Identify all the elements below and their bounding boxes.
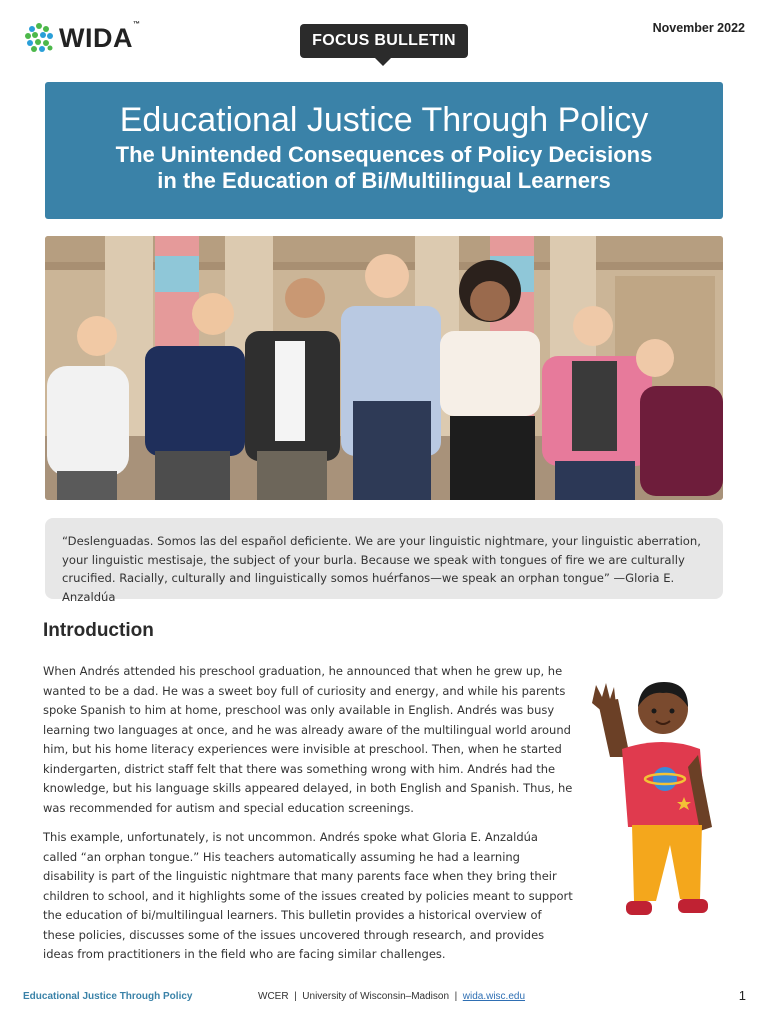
footer-separator: | [454,991,458,1002]
page-subtitle [45,142,723,194]
intro-paragraph-2: This example, unfortunately, is not uncommon. Andrés spoke what Gloria E. Anzaldúa called “an orphan tongue.” His teachers automatically assuming he had a learning disability is part of the linguistic nightmare that many parents face when they bring their children to school, and it highlights some of the issues created by policies meant to support the education of bi/multilingual learners. This bulletin provides a historical overview of these policies, discusses some of the issues uncovered through research, and provides ideas from practitioners in the field who are facing similar challenges. [43,830,573,961]
section-heading-introduction: Introduction [43,620,154,641]
logo-wordmark: WIDA™ [59,20,141,53]
footer-credits [258,991,525,1002]
footer-separator: | [294,991,297,1002]
wida-logo-icon [23,22,55,54]
epigraph-quote: “Deslenguadas. Somos las del español deficiente. We are your linguistic nightmare, your linguistic aberration, your linguistic mestisaje, the subject of your burla. Because we speak with tongues of fire we are culturally crucified. Racially, culturally and linguistically somos huérfanos—we speak an orphan tongue” —Gloria E. Anzaldúa [45,518,723,599]
footer-website-link[interactable]: wida.wisc.edu [462,991,526,1002]
page-title: Educational Justice Through Policy [119,101,649,139]
page-number: 1 [738,988,746,1003]
focus-bulletin-tag: FOCUS BULLETIN [300,24,468,58]
footer-document-title: Educational Justice Through Policy [23,991,193,1002]
footer-university: University of Wisconsin–Madison [302,991,450,1002]
title-banner [45,82,723,219]
subtitle-line-1: The Unintended Consequences of Policy Decisions [115,142,653,167]
footer-org: WCER [258,991,289,1002]
subtitle-line-2: in the Education of Bi/Multilingual Learners [157,168,611,193]
publication-date: November 2022 [652,21,745,35]
waving-boy-illustration [588,677,718,931]
hero-photo [45,236,723,500]
intro-paragraph-1: When Andrés attended his preschool graduation, he announced that when he grew up, he wanted to be a dad. He was a sweet boy full of curiosity and energy, and while his parents spoke Spanish to him at home, preschool was only available in English. Andrés was busy learning two languages at once, and he was already aware of the multilingual world around him, but his home literacy experiences were invisible at preschool. Then, when he started kindergarten, district staff felt that there was something wrong with him. Andrés had the knowledge, but his language skills appeared delayed, in both English and Spanish. Thus, he was recommended for autism and special education screenings. [43,664,573,815]
wida-logo [23,22,140,54]
